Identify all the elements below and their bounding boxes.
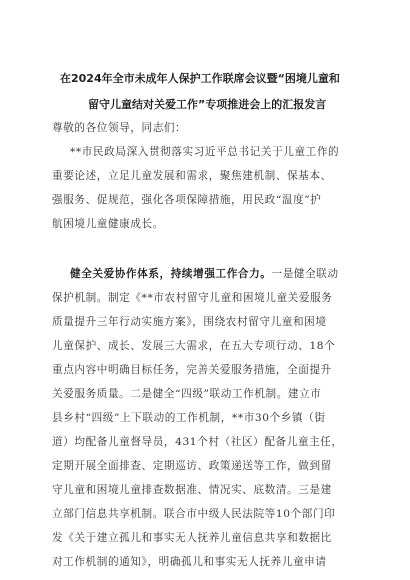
body-line: 发《关于建立孤儿和事实无人抚养儿童信息共享和数据比 xyxy=(52,532,332,544)
body-line: 对工作机制的通知》，明确孤儿和事实无人抚养儿童申请 xyxy=(52,556,327,568)
intro-line: 重要论述，立足儿童发展和需求，聚焦建机制、保基本、 xyxy=(52,170,332,182)
body-line: 质量提升三年行动实施方案》，围绕农村留守儿童和困境 xyxy=(52,316,327,328)
section-lead-rest: 一是健全联动 xyxy=(271,268,339,280)
intro-line: **市民政局深入贯彻落实习近平总书记关于儿童工作的 xyxy=(70,146,340,158)
section-lead-heading: 健全关爱协作体系，持续增强工作合力。 xyxy=(70,268,272,280)
body-line: 保护机制。制定《**市农村留守儿童和困境儿童关爱服务 xyxy=(52,292,333,304)
body-line: 守儿童和困境儿童排查数据准、情况实、底数清。三是建 xyxy=(52,484,332,496)
body-line: 县乡村“四级”上下联动的工作机制，**市30个乡镇（街 xyxy=(52,412,326,424)
body-line: 重点内容中明确目标任务，完善关爱服务措施，全面提升 xyxy=(52,364,332,376)
body-line: 定期开展全面排查、定期巡访、政策递送等工作，做到留 xyxy=(52,460,332,472)
intro-line: 航困境儿童健康成长。 xyxy=(52,218,164,230)
body-line: 关爱服务质量。二是健全“四级”联动工作机制。建立市 xyxy=(52,388,322,400)
document-title-line-1: 在2024年全市未成年人保护工作联席会议暨“困境儿童和 xyxy=(60,72,340,85)
salutation: 尊敬的各位领导，同志们： xyxy=(52,122,187,134)
body-line: 道）均配备儿童督导员，431个村（社区）配备儿童主任， xyxy=(52,436,343,448)
intro-line: 强服务、促规范，强化各项保障措施，用民政“温度”护 xyxy=(52,194,322,206)
section-lead-line xyxy=(70,262,339,286)
document-title-line-2: 留守儿童结对关爱工作”专项推进会上的汇报发言 xyxy=(88,98,327,111)
body-line: 儿童保护、成长、发展三大需求，在五大专项行动、18个 xyxy=(52,340,336,352)
body-line: 立部门信息共享机制。联合市中级人民法院等10个部门印 xyxy=(52,508,336,520)
